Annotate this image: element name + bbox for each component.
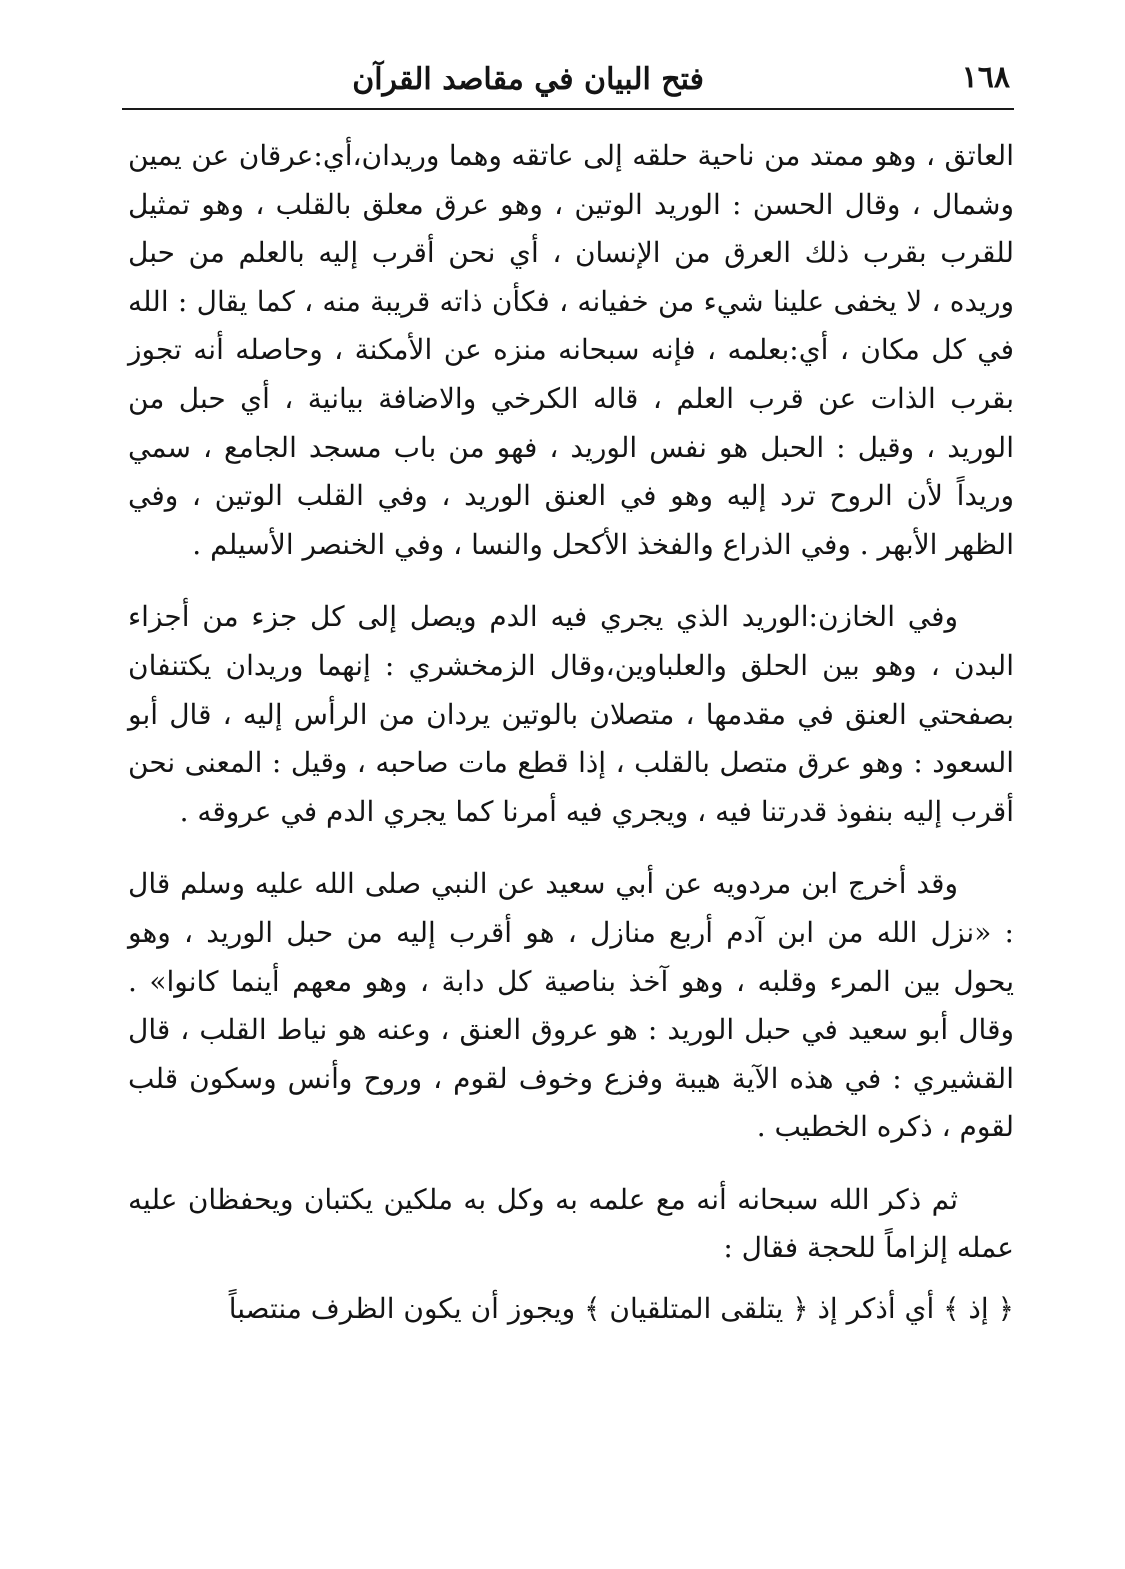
- running-title: فتح البيان في مقاصد القرآن: [352, 62, 704, 97]
- body-text: [128, 132, 1014, 1334]
- paragraph-1: العاتق ، وهو ممتد من ناحية حلقه إلى عاتقه وهما وريدان،أي:عرقان عن يمين وشمال ، وقال الحسن : الوريد الوتين ، وهو عرق معلق بالقلب ، وهو تمثيل للقرب بقرب ذلك العرق من الإنسان ، أي نحن أقرب إليه بالعلم من حبل وريده ، لا يخفى علينا شيء من خفيانه ، فكأن ذاته قريبة منه ، كما يقال : الله في كل مكان ، أي:بعلمه ، فإنه سبحانه منزه عن الأمكنة ، وحاصله أنه تجوز بقرب الذات عن قرب العلم ، قاله الكرخي والاضافة بيانية ، أي حبل من الوريد ، وقيل : الحبل هو نفس الوريد ، فهو من باب مسجد الجامع ، سمي وريداً لأن الروح ترد إليه وهو في العنق الوريد ، وفي القلب الوتين ، وفي الظهر الأبهر . وفي الذراع والفخذ الأكحل والنسا ، وفي الخنصر الأسيلم .: [128, 139, 1014, 561]
- paragraph-3: وقد أخرج ابن مردويه عن أبي سعيد عن النبي صلى الله عليه وسلم قال : «نزل الله من ابن آدم أربع منازل ، هو أقرب إليه من حبل الوريد ، وهو يحول بين المرء وقلبه ، وهو آخذ بناصية كل دابة ، وهو معهم أينما كانوا» . وقال أبو سعيد في حبل الوريد : هو عروق العنق ، وعنه هو نياط القلب ، قال القشيري : في هذه الآية هيبة وفزع وخوف لقوم ، وروح وأنس وسكون قلب لقوم ، ذكره الخطيب .: [128, 867, 1014, 1144]
- page-number: ١٦٨: [961, 60, 1010, 95]
- page-header: [122, 56, 1014, 108]
- header-divider: [122, 108, 1014, 110]
- paragraph-2: وفي الخازن:الوريد الذي يجري فيه الدم ويصل إلى كل جزء من أجزاء البدن ، وهو بين الحلق والعلباوين،وقال الزمخشري : إنهما وريدان يكتنفان بصفحتي العنق في مقدمها ، متصلان بالوتين يردان من الرأس إليه ، قال أبو السعود : وهو عرق متصل بالقلب ، إذا قطع مات صاحبه ، وقيل : المعنى نحن أقرب إليه بنفوذ قدرتنا فيه ، ويجري فيه أمرنا كما يجري الدم في عروقه .: [128, 600, 1014, 828]
- paragraph-5: ﴿ إذ ﴾ أي أذكر إذ ﴿ يتلقى المتلقيان ﴾ ويجوز أن يكون الظرف منتصباً: [228, 1292, 1014, 1326]
- paragraph-4: ثم ذكر الله سبحانه أنه مع علمه به وكل به ملكين يكتبان ويحفظان عليه عمله إلزاماً للحجة فقال :: [128, 1182, 1014, 1265]
